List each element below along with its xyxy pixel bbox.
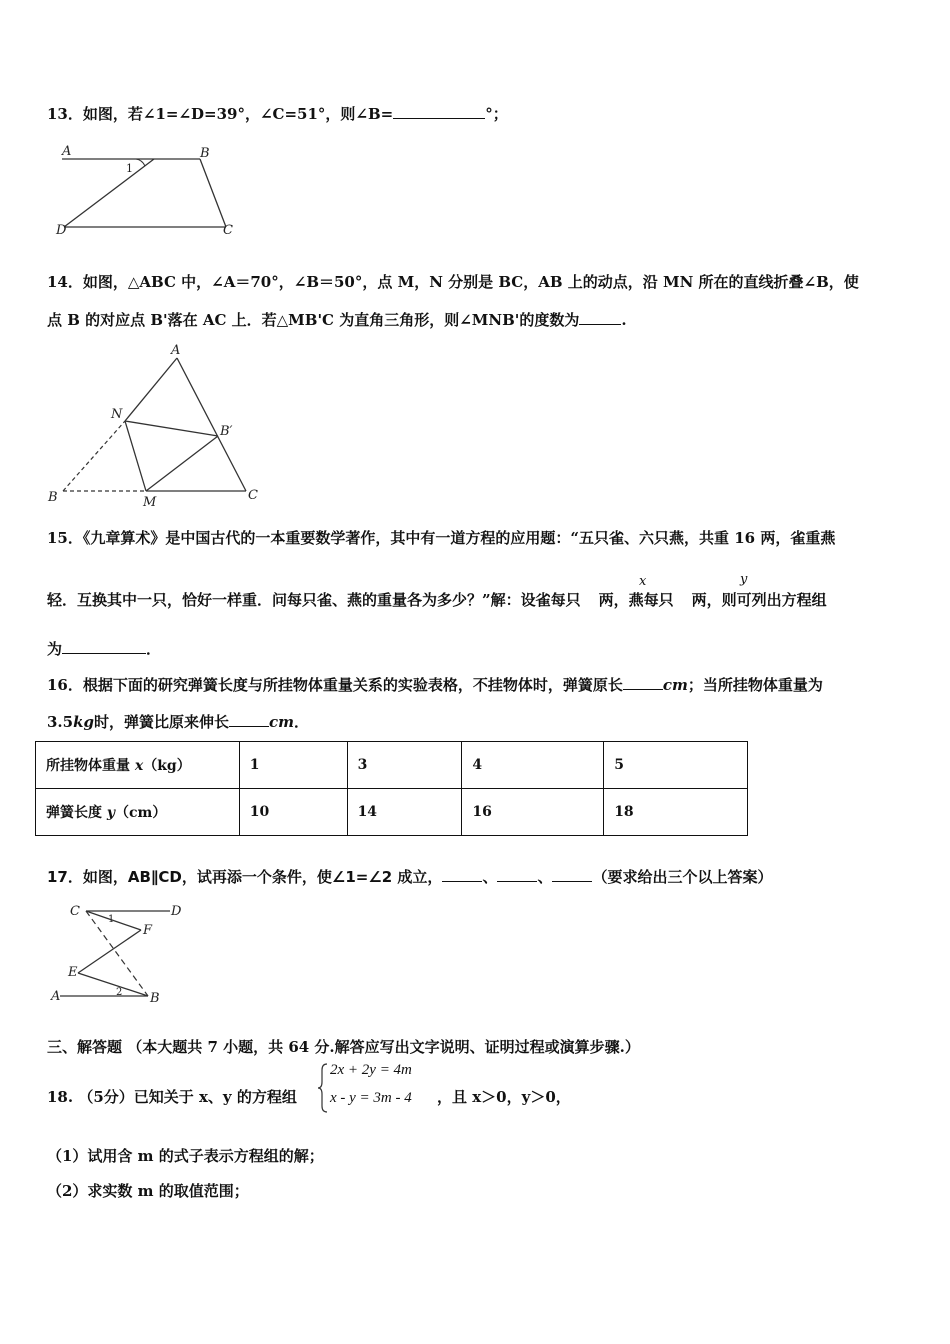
q16-line2-end: ． — [294, 713, 310, 731]
q17-label-e: E — [68, 965, 78, 980]
q18-equation-1: 2x + 2y = 4m — [330, 1062, 412, 1078]
q18-part-1: （1）试用含 m 的式子表示方程组的解； — [47, 1147, 324, 1165]
q14-line2-text: 点 B 的对应点 B'落在 AC 上．若△MB'C 为直角三角形，则∠MNB'的度数为 — [47, 311, 580, 329]
q16-row1-cell: 3 — [347, 742, 462, 789]
q16-num: 3.5 — [47, 713, 74, 731]
q15-line2 — [47, 589, 827, 610]
q18-equation-2: x - y = 3m - 4 — [330, 1090, 412, 1106]
q16-unit-kg: kg — [73, 713, 94, 731]
q15-line2-b: 两，燕每只 — [598, 591, 674, 609]
q15-answer-blank[interactable] — [62, 639, 146, 654]
q14-line1: 14．如图，△ABC 中，∠A＝70°，∠B＝50°，点 M，N 分别是 BC，AB 上的动点，沿 MN 所在的直线折叠∠B，使 — [47, 273, 859, 291]
q15-line2-c: 两，则可列出方程组 — [691, 591, 827, 609]
q17-question — [47, 866, 772, 887]
q16-row1-cell: 4 — [462, 742, 604, 789]
q16-line2 — [47, 711, 309, 732]
q16-blank-1[interactable] — [623, 675, 663, 690]
q15-line3-end: ． — [146, 640, 162, 658]
q13-label-1: 1 — [126, 162, 133, 175]
q16-row2-label: 弹簧长度 y（cm） — [36, 789, 240, 836]
q17-sep: 、 — [482, 868, 498, 886]
q17-blank-3[interactable] — [552, 867, 592, 882]
q18-part-2: （2）求实数 m 的取值范围； — [47, 1182, 249, 1200]
q14-label-c: C — [248, 488, 258, 503]
q17-label-f: F — [143, 923, 153, 938]
q15-line2-a: 轻．互换其中一只，恰好一样重．问每只雀、燕的重量各为多少？”解：设雀每只 — [47, 591, 581, 609]
q14-line2 — [47, 309, 627, 330]
q18-suffix: ，且 x＞0，y＞0， — [437, 1088, 571, 1106]
q17-end: （要求给出三个以上答案） — [592, 868, 773, 886]
q16-table-row-weight — [36, 742, 748, 789]
q18-brace — [317, 1062, 329, 1114]
q15-line1: 15．《九章算术》是中国古代的一本重要数学著作，其中有一道方程的应用题：“五只雀、六只燕，共重 16 两，雀重燕 — [47, 529, 836, 547]
q13-label-b: B — [200, 146, 210, 161]
q16-row1-label: 所挂物体重量 x（kg） — [36, 742, 240, 789]
q13-figure — [50, 140, 250, 240]
q16-row2-cell: 14 — [347, 789, 462, 836]
q16-table-row-length — [36, 789, 748, 836]
q17-blank-2[interactable] — [497, 867, 537, 882]
q15-var-y: y — [740, 572, 748, 587]
q13-text: 13．如图，若∠1=∠D=39°，∠C=51°，则∠B= — [47, 105, 394, 123]
q16-unit-cm-2: cm — [269, 713, 295, 731]
q14-label-bprime: B′ — [220, 424, 233, 439]
q13-label-c: C — [223, 223, 233, 238]
q17-figure — [48, 898, 208, 1008]
q14-figure — [45, 340, 275, 510]
q14-label-m: M — [143, 495, 157, 510]
q16-line1 — [47, 674, 823, 695]
q16-row1-cell: 1 — [239, 742, 347, 789]
q17-label-d: D — [171, 904, 182, 919]
q14-label-n: N — [111, 407, 123, 422]
q14-label-a: A — [171, 343, 181, 358]
q16-row2-cell: 16 — [462, 789, 604, 836]
q16-row2-cell: 10 — [239, 789, 347, 836]
q15-line3-text: 为 — [47, 640, 63, 658]
q15-line3 — [47, 638, 161, 659]
q17-label-b: B — [150, 991, 160, 1006]
q17-sep: 、 — [537, 868, 553, 886]
q13-question — [47, 103, 508, 124]
q13-answer-blank[interactable] — [393, 104, 485, 119]
q13-suffix: °； — [485, 105, 508, 123]
q16-blank-2[interactable] — [229, 712, 269, 727]
q17-blank-1[interactable] — [442, 867, 482, 882]
q13-label-a: A — [62, 144, 72, 159]
q16-row1-cell: 5 — [604, 742, 748, 789]
q16-row2-cell: 18 — [604, 789, 748, 836]
q18-prefix: 18. （5分）已知关于 x、y 的方程组 — [47, 1088, 297, 1106]
q17-label-c: C — [70, 904, 80, 919]
q17-label-a: A — [51, 989, 61, 1004]
q13-label-d: D — [56, 223, 67, 238]
q16-table — [35, 741, 748, 836]
q14-answer-blank[interactable] — [579, 310, 621, 325]
q17-label-1: 1 — [108, 914, 115, 925]
q15-var-x: x — [639, 574, 647, 589]
q16-line2-a: 时，弹簧比原来伸长 — [94, 713, 230, 731]
q14-line2-end: . — [621, 311, 627, 329]
section-3-title: 三、解答题 （本大题共 7 小题，共 64 分.解答应写出文字说明、证明过程或演算步骤.） — [47, 1038, 640, 1056]
q16-unit-cm-1: cm — [662, 676, 688, 694]
q16-line1-a: 16．根据下面的研究弹簧长度与所挂物体重量关系的实验表格，不挂物体时，弹簧原长 — [47, 676, 623, 694]
q17-text: 17．如图，AB∥CD，试再添一个条件，使∠1=∠2 成立， — [47, 868, 443, 886]
q16-line1-b: ；当所挂物体重量为 — [687, 676, 823, 694]
q14-label-b: B — [48, 490, 58, 505]
q17-label-2: 2 — [116, 987, 123, 998]
